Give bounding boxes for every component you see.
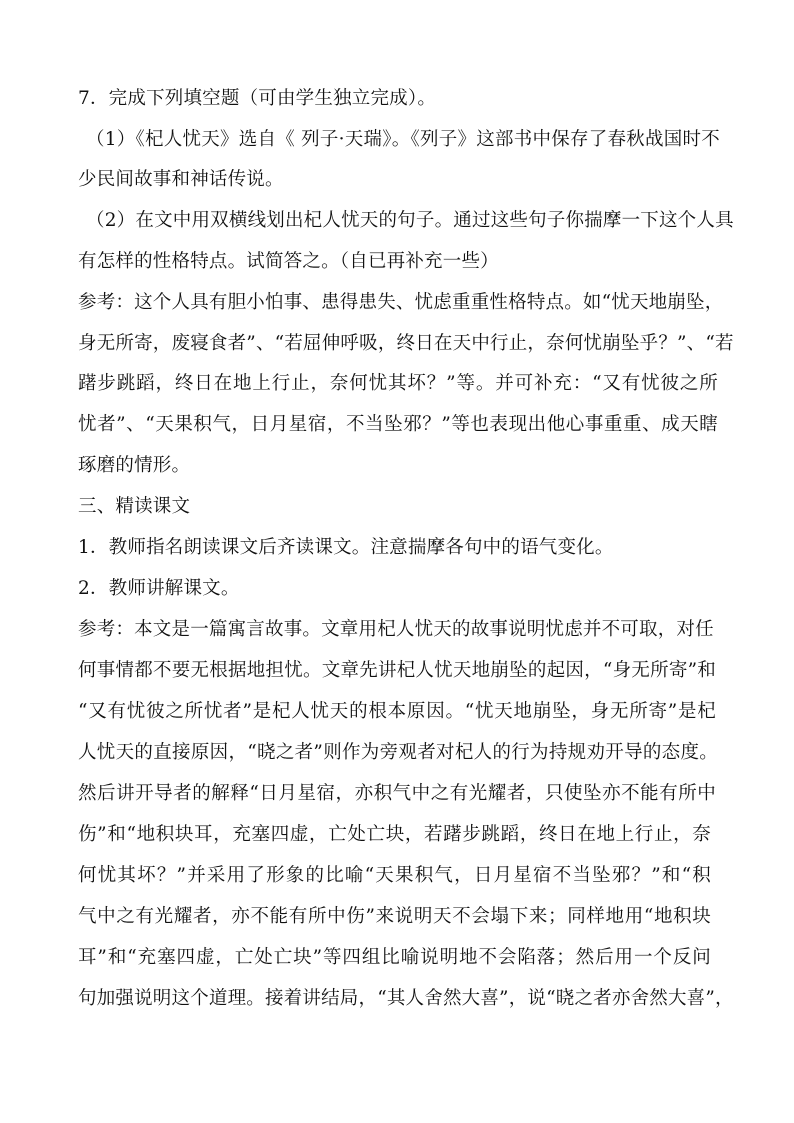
text-line: （1）《杞人忧天》选自《 列子·天瑞》。《列子》这部书中保存了春秋战国时不	[86, 129, 720, 150]
text-line: 2．教师讲解课文。	[78, 578, 240, 599]
text-line: 句加强说明这个道理。接着讲结局，“其人舍然大喜”，说“晓之者亦舍然大喜”，	[78, 988, 734, 1009]
text-line: 人忧天的直接原因，“晓之者”则作为旁观者对杞人的行为持规劝开导的态度。	[78, 742, 718, 763]
text-line: 耳”和“充塞四虚，亡处亡块”等四组比喻说明地不会陷落；然后用一个反问	[78, 947, 711, 968]
text-line: （2）在文中用双横线划出杞人忧天的句子。通过这些句子你揣摩一下这个人具	[86, 210, 734, 231]
text-line: 有怎样的性格特点。试简答之。（自已再补充一些）	[78, 251, 499, 272]
text-line: 躇步跳蹈，终日在地上行止，奈何忧其坏？”等。并可补充：“又有忧彼之所	[78, 373, 718, 394]
text-line: “又有忧彼之所忧者”是杞人忧天的根本原因。“忧天地崩坠，身无所寄”是杞	[78, 701, 716, 722]
text-line: 何事情都不要无根据地担忧。文章先讲杞人忧天地崩坠的起因，“身无所寄”和	[78, 660, 716, 681]
text-line: 参考：这个人具有胆小怕事、患得患失、忧虑重重性格特点。如“忧天地崩坠，	[78, 292, 724, 313]
section-heading: 三、精读课文	[78, 496, 191, 517]
text-line: 7．完成下列填空题（可由学生独立完成）。	[78, 88, 437, 109]
text-line: 参考：本文是一篇寓言故事。文章用杞人忧天的故事说明忧虑并不可取，对任	[78, 619, 714, 640]
text-line: 身无所寄，废寝食者”、“若屈伸呼吸，终日在天中行止，奈何忧崩坠乎？”、“若	[78, 333, 734, 354]
text-line: 1．教师指名朗读课文后齐读课文。注意揣摩各句中的语气变化。	[78, 537, 614, 558]
text-line: 忧者”、“天果积气，日月星宿，不当坠邪？”等也表现出他心事重重、成天瞎	[78, 414, 718, 435]
text-line: 然后讲开导者的解释“日月星宿，亦积气中之有光耀者，只使坠亦不能有所中	[78, 783, 716, 804]
text-line: 伤”和“地积块耳，充塞四虚，亡处亡块，若躇步跳蹈，终日在地上行止，奈	[78, 824, 711, 845]
text-line: 何忧其坏？”并采用了形象的比喻“天果积气，日月星宿不当坠邪？”和“积	[78, 865, 711, 886]
text-line: 少民间故事和神话传说。	[78, 169, 284, 190]
text-line: 气中之有光耀者，亦不能有所中伤”来说明天不会塌下来；同样地用“地积块	[78, 906, 711, 927]
text-line: 琢磨的情形。	[78, 455, 191, 476]
